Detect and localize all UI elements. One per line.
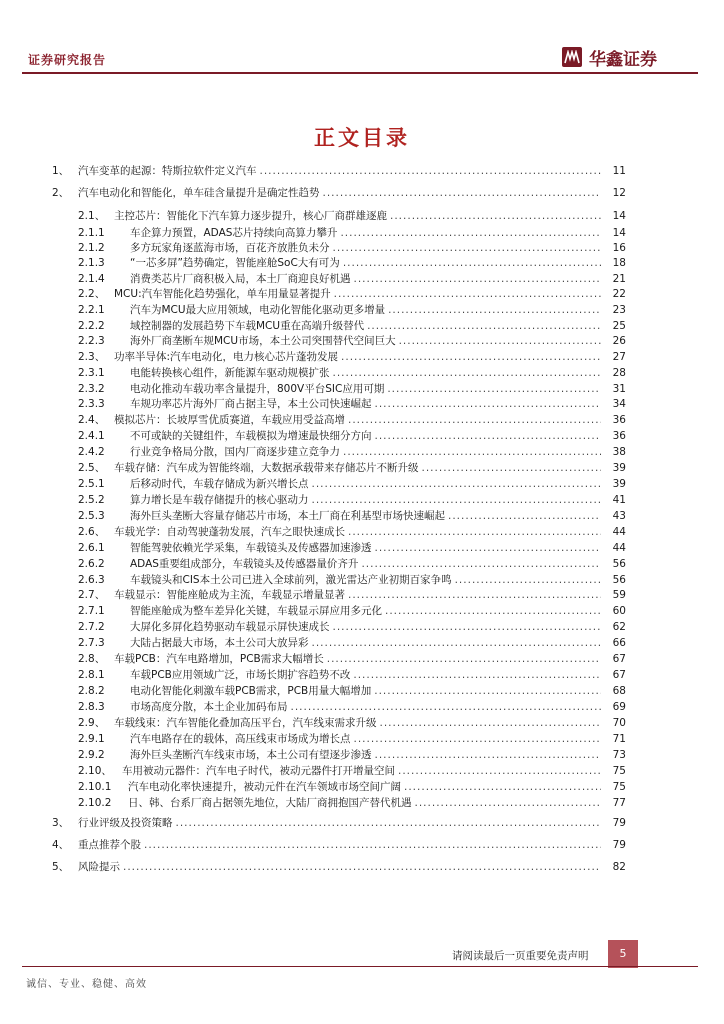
toc-entry-title: 汽车电动化率快速提升，被动元件在汽车领域市场空间广阔 xyxy=(128,781,401,793)
toc-entry-page: 14 xyxy=(612,227,626,239)
toc-entry-title: “一芯多屏”趋势确定，智能座舱SoC大有可为 xyxy=(130,257,340,269)
toc-dot-leader xyxy=(422,462,602,474)
toc-entry-number: 1、 xyxy=(52,165,70,177)
toc-entry-title: 行业评级及投资策略 xyxy=(78,817,173,829)
toc-entry[interactable] xyxy=(78,795,626,811)
toc-entry-title: 车载存储：汽车成为智能终端，大数据承载带来存储芯片不断升级 xyxy=(114,462,419,474)
toc-entry-number: 2.3.2 xyxy=(78,383,105,395)
toc-entry[interactable] xyxy=(78,286,626,302)
report-type-label: 证券研究报告 xyxy=(28,53,107,67)
toc-entry-title: ADAS重要组成部分，车载镜头及传感器量价齐升 xyxy=(130,558,359,570)
toc-entry[interactable] xyxy=(52,837,626,853)
toc-dot-leader xyxy=(343,257,601,269)
toc-entry-number: 2.1、 xyxy=(78,210,106,222)
toc-dot-leader xyxy=(385,605,601,617)
toc-dot-leader xyxy=(374,685,601,697)
toc-entry-page: 67 xyxy=(612,669,626,681)
company-logo xyxy=(562,44,702,70)
toc-entry[interactable] xyxy=(78,524,626,540)
toc-entry-number: 2.8.2 xyxy=(78,685,105,697)
toc-dot-leader xyxy=(354,733,602,745)
toc-entry-page: 16 xyxy=(612,242,626,254)
toc-entry[interactable] xyxy=(52,859,626,875)
toc-entry[interactable] xyxy=(78,715,626,731)
toc-entry-page: 31 xyxy=(612,383,626,395)
toc-entry[interactable] xyxy=(52,163,626,179)
company-motto: 诚信、专业、稳健、高效 xyxy=(26,979,147,990)
toc-dot-leader xyxy=(387,383,601,395)
toc-title: 正文目录 xyxy=(314,126,410,150)
toc-dot-leader xyxy=(354,273,602,285)
toc-dot-leader xyxy=(176,817,602,829)
toc-entry[interactable] xyxy=(78,492,626,508)
toc-entry[interactable] xyxy=(78,540,626,556)
toc-entry-page: 79 xyxy=(612,839,626,851)
toc-entry-page: 60 xyxy=(612,605,626,617)
toc-entry-title: 消费类芯片厂商积极入局，本土厂商迎良好机遇 xyxy=(130,273,351,285)
toc-entry-number: 2.5、 xyxy=(78,462,106,474)
toc-entry-title: 后移动时代，车载存储成为新兴增长点 xyxy=(130,478,309,490)
toc-entry-number: 2.10、 xyxy=(78,765,112,777)
toc-entry-title: 不可或缺的关键组件，车载模拟为增速最快细分方向 xyxy=(130,430,372,442)
toc-entry-page: 79 xyxy=(612,817,626,829)
toc-entry[interactable] xyxy=(78,667,626,683)
toc-entry-number: 2.9、 xyxy=(78,717,106,729)
toc-entry-page: 39 xyxy=(612,478,626,490)
toc-dot-leader xyxy=(312,494,602,506)
toc-entry-page: 44 xyxy=(612,542,626,554)
toc-dot-leader xyxy=(398,765,601,777)
toc-entry-title: 功率半导体:汽车电动化，电力核心芯片蓬勃发展 xyxy=(114,351,339,363)
toc-entry-page: 11 xyxy=(612,165,626,177)
toc-entry[interactable] xyxy=(78,572,626,588)
toc-entry-title: 车企算力预置，ADAS芯片持续向高算力攀升 xyxy=(130,227,338,239)
toc-entry[interactable] xyxy=(78,747,626,763)
toc-dot-leader xyxy=(388,304,601,316)
toc-entry-page: 59 xyxy=(612,589,626,601)
toc-dot-leader xyxy=(353,669,601,681)
toc-dot-leader xyxy=(334,288,601,300)
toc-dot-leader xyxy=(312,637,602,649)
toc-entry[interactable] xyxy=(78,556,626,572)
toc-entry[interactable] xyxy=(78,271,626,287)
toc-entry[interactable] xyxy=(78,587,626,603)
toc-entry-number: 2.8、 xyxy=(78,653,106,665)
page-number-badge: 5 xyxy=(608,940,638,968)
toc-entry[interactable] xyxy=(78,396,626,412)
toc-dot-leader xyxy=(341,351,601,363)
toc-entry-number: 2.3、 xyxy=(78,351,106,363)
toc-entry-number: 2.10.2 xyxy=(78,797,112,809)
toc-entry-title: 电动化推动车载功率含量提升，800V平台SIC应用可期 xyxy=(130,383,385,395)
toc-dot-leader xyxy=(312,478,602,490)
toc-dot-leader xyxy=(380,717,602,729)
toc-dot-leader xyxy=(327,653,601,665)
toc-dot-leader xyxy=(375,430,602,442)
toc-entry-page: 44 xyxy=(612,526,626,538)
toc-entry-title: 多方玩家角逐蓝海市场，百花齐放胜负未分 xyxy=(130,242,330,254)
toc-entry-title: 主控芯片：智能化下汽车算力逐步提升，核心厂商群雄逐鹿 xyxy=(114,210,387,222)
toc-entry-page: 62 xyxy=(612,621,626,633)
toc-entry-number: 2.5.3 xyxy=(78,510,105,522)
toc-entry-page: 14 xyxy=(612,210,626,222)
toc-entry-title: 电动化智能化刺激车载PCB需求，PCB用量大幅增加 xyxy=(130,685,372,697)
toc-entry[interactable] xyxy=(78,208,626,224)
toc-entry-title: 海外巨头垄断大容量存储芯片市场，本土厂商在利基型市场快速崛起 xyxy=(130,510,445,522)
toc-entry[interactable] xyxy=(78,444,626,460)
toc-entry-title: 智能驾驶依赖光学采集，车载镜头及传感器加速渗透 xyxy=(130,542,372,554)
toc-entry-title: 风险提示 xyxy=(78,861,120,873)
toc-entry-title: 汽车电路存在的载体，高压线束市场成为增长点 xyxy=(130,733,351,745)
toc-dot-leader xyxy=(340,227,601,239)
toc-dot-leader xyxy=(348,526,601,538)
header-divider xyxy=(22,72,698,74)
toc-entry[interactable] xyxy=(78,333,626,349)
disclaimer-note: 请阅读最后一页重要免责声明 xyxy=(452,950,589,962)
logo-company-name: 华鑫证券 xyxy=(589,50,657,70)
toc-dot-leader xyxy=(415,797,602,809)
toc-dot-leader xyxy=(333,621,602,633)
toc-entry[interactable] xyxy=(78,699,626,715)
toc-entry-page: 22 xyxy=(612,288,626,300)
toc-entry-number: 2.6、 xyxy=(78,526,106,538)
toc-entry-title: 域控制器的发展趋势下车载MCU重在高端升级替代 xyxy=(130,320,365,332)
toc-entry-title: 算力增长是车载存储提升的核心驱动力 xyxy=(130,494,309,506)
toc-entry-number: 2.6.1 xyxy=(78,542,105,554)
toc-entry-number: 2.7.3 xyxy=(78,637,105,649)
toc-entry-number: 2.9.1 xyxy=(78,733,105,745)
toc-entry-number: 2.7.1 xyxy=(78,605,105,617)
toc-entry-title: 市场高度分散，本土企业加码布局 xyxy=(130,701,288,713)
toc-entry[interactable] xyxy=(78,365,626,381)
toc-entry-number: 2.8.3 xyxy=(78,701,105,713)
toc-entry-page: 77 xyxy=(612,797,626,809)
toc-entry[interactable] xyxy=(78,779,626,795)
toc-entry[interactable] xyxy=(78,619,626,635)
toc-entry-page: 56 xyxy=(612,558,626,570)
toc-entry-number: 2.1.4 xyxy=(78,273,105,285)
toc-entry[interactable] xyxy=(78,225,626,241)
toc-entry-number: 2.9.2 xyxy=(78,749,105,761)
toc-entry-page: 75 xyxy=(612,765,626,777)
toc-entry-page: 25 xyxy=(612,320,626,332)
toc-entry-page: 26 xyxy=(612,335,626,347)
toc-entry[interactable] xyxy=(78,603,626,619)
toc-entry[interactable] xyxy=(78,635,626,651)
toc-entry-page: 27 xyxy=(612,351,626,363)
toc-entry-number: 3、 xyxy=(52,817,70,829)
toc-entry-page: 34 xyxy=(612,398,626,410)
toc-dot-leader xyxy=(260,165,602,177)
toc-dot-leader xyxy=(361,558,601,570)
toc-entry-title: 大屏化多屏化趋势驱动车载显示屏快速成长 xyxy=(130,621,330,633)
toc-dot-leader xyxy=(375,398,602,410)
toc-entry[interactable] xyxy=(78,255,626,271)
toc-entry-number: 2.6.3 xyxy=(78,574,105,586)
toc-entry[interactable] xyxy=(52,815,626,831)
toc-entry-page: 36 xyxy=(612,414,626,426)
toc-entry-number: 2.2、 xyxy=(78,288,106,300)
toc-entry-number: 2.8.1 xyxy=(78,669,105,681)
toc-entry-page: 36 xyxy=(612,430,626,442)
toc-entry-title: 汽车为MCU最大应用领域，电动化智能化驱动更多增量 xyxy=(130,304,386,316)
toc-dot-leader xyxy=(375,749,602,761)
logo-mark-icon xyxy=(562,47,582,67)
toc-entry-title: 海外厂商垄断车规MCU市场，本土公司突围替代空间巨大 xyxy=(130,335,396,347)
toc-entry[interactable] xyxy=(78,508,626,524)
toc-entry[interactable] xyxy=(78,460,626,476)
toc-entry-page: 70 xyxy=(612,717,626,729)
toc-entry-number: 2、 xyxy=(52,187,70,199)
toc-dot-leader xyxy=(343,446,601,458)
toc-entry-number: 2.4、 xyxy=(78,414,106,426)
toc-dot-leader xyxy=(348,414,601,426)
toc-entry-number: 2.2.3 xyxy=(78,335,105,347)
toc-entry-title: 模拟芯片：长坡厚雪优质赛道，车载应用受益高增 xyxy=(114,414,345,426)
toc-entry-number: 5、 xyxy=(52,861,70,873)
toc-entry-page: 66 xyxy=(612,637,626,649)
toc-entry-number: 2.1.1 xyxy=(78,227,105,239)
toc-entry-page: 21 xyxy=(612,273,626,285)
toc-entry[interactable] xyxy=(78,302,626,318)
toc-entry-page: 71 xyxy=(612,733,626,745)
toc-entry-page: 68 xyxy=(612,685,626,697)
toc-entry-title: 汽车电动化和智能化，单车硅含量提升是确定性趋势 xyxy=(78,187,320,199)
toc-dot-leader xyxy=(123,861,601,873)
toc-entry-number: 2.3.1 xyxy=(78,367,105,379)
toc-entry-page: 23 xyxy=(612,304,626,316)
toc-entry-page: 73 xyxy=(612,749,626,761)
toc-entry[interactable] xyxy=(78,428,626,444)
toc-dot-leader xyxy=(448,510,601,522)
toc-entry-title: 车载PCB应用领域广泛，市场长期扩容趋势不改 xyxy=(130,669,351,681)
toc-entry-title: 车载镜头和CIS本土公司已进入全球前列，激光雷达产业初期百家争鸣 xyxy=(130,574,452,586)
toc-dot-leader xyxy=(323,187,602,199)
toc-entry-number: 2.7、 xyxy=(78,589,106,601)
toc-entry-page: 75 xyxy=(612,781,626,793)
toc-entry-title: 大陆占据最大市场，本土公司大放异彩 xyxy=(130,637,309,649)
toc-entry-title: 重点推荐个股 xyxy=(78,839,141,851)
toc-entry-title: 智能座舱成为整车差异化关键，车载显示屏应用多元化 xyxy=(130,605,382,617)
toc-entry[interactable] xyxy=(78,731,626,747)
toc-entry-title: MCU:汽车智能化趋势强化，单车用量显著提升 xyxy=(114,288,331,300)
toc-entry-title: 车载显示：智能座舱成为主流，车载显示增量显著 xyxy=(114,589,345,601)
toc-entry-title: 车用被动元器件：汽车电子时代，被动元器件打开增量空间 xyxy=(122,765,395,777)
toc-entry-title: 日、韩、台系厂商占据领先地位，大陆厂商拥抱国产替代机遇 xyxy=(128,797,412,809)
toc-dot-leader xyxy=(399,335,601,347)
toc-entry-page: 67 xyxy=(612,653,626,665)
toc-dot-leader xyxy=(390,210,601,222)
toc-entry-number: 2.2.2 xyxy=(78,320,105,332)
toc-entry-number: 2.3.3 xyxy=(78,398,105,410)
toc-entry-page: 28 xyxy=(612,367,626,379)
toc-dot-leader xyxy=(333,242,602,254)
toc-entry-page: 12 xyxy=(612,187,626,199)
toc-entry-number: 2.2.1 xyxy=(78,304,105,316)
toc-entry-page: 38 xyxy=(612,446,626,458)
toc-dot-leader xyxy=(404,781,601,793)
page-header xyxy=(0,0,724,80)
toc-dot-leader xyxy=(455,574,601,586)
toc-entry-number: 2.7.2 xyxy=(78,621,105,633)
toc-dot-leader xyxy=(367,320,601,332)
toc-entry-number: 2.1.2 xyxy=(78,242,105,254)
toc-entry[interactable] xyxy=(78,651,626,667)
toc-entry-page: 69 xyxy=(612,701,626,713)
toc-dot-leader xyxy=(291,701,602,713)
toc-entry-page: 18 xyxy=(612,257,626,269)
toc-entry-number: 2.5.2 xyxy=(78,494,105,506)
footer-divider xyxy=(22,966,698,967)
toc-entry-page: 39 xyxy=(612,462,626,474)
toc-entry-title: 海外巨头垄断汽车线束市场，本土公司有望逐步渗透 xyxy=(130,749,372,761)
toc-entry-title: 车载PCB：汽车电路增加，PCB需求大幅增长 xyxy=(114,653,324,665)
toc-entry[interactable] xyxy=(78,381,626,397)
toc-entry[interactable] xyxy=(78,318,626,334)
toc-entry[interactable] xyxy=(52,185,626,201)
toc-entry-title: 电能转换核心组件，新能源车驱动规模扩张 xyxy=(130,367,330,379)
toc-entry-number: 2.6.2 xyxy=(78,558,105,570)
toc-entry[interactable] xyxy=(78,349,626,365)
toc-entry-title: 行业竞争格局分散，国内厂商逐步建立竞争力 xyxy=(130,446,340,458)
toc-entry[interactable] xyxy=(78,683,626,699)
toc-dot-leader xyxy=(375,542,602,554)
toc-dot-leader xyxy=(333,367,602,379)
toc-entry-page: 43 xyxy=(612,510,626,522)
toc-entry[interactable] xyxy=(78,240,626,256)
toc-entry-number: 4、 xyxy=(52,839,70,851)
toc-entry[interactable] xyxy=(78,412,626,428)
toc-dot-leader xyxy=(144,839,601,851)
toc-entry-number: 2.10.1 xyxy=(78,781,112,793)
toc-entry-number: 2.5.1 xyxy=(78,478,105,490)
toc-entry-number: 2.4.1 xyxy=(78,430,105,442)
toc-entry-page: 56 xyxy=(612,574,626,586)
toc-entry-title: 车载光学：自动驾驶蓬勃发展，汽车之眼快速成长 xyxy=(114,526,345,538)
toc-entry-title: 汽车变革的起源：特斯拉软件定义汽车 xyxy=(78,165,257,177)
toc-entry-number: 2.1.3 xyxy=(78,257,105,269)
toc-entry-page: 41 xyxy=(612,494,626,506)
toc-entry-number: 2.4.2 xyxy=(78,446,105,458)
toc-entry-page: 82 xyxy=(612,861,626,873)
toc-dot-leader xyxy=(348,589,601,601)
toc-entry[interactable] xyxy=(78,476,626,492)
toc-entry-title: 车载线束：汽车智能化叠加高压平台，汽车线束需求升级 xyxy=(114,717,377,729)
toc-entry-title: 车规功率芯片海外厂商占据主导，本土公司快速崛起 xyxy=(130,398,372,410)
toc-entry[interactable] xyxy=(78,763,626,779)
